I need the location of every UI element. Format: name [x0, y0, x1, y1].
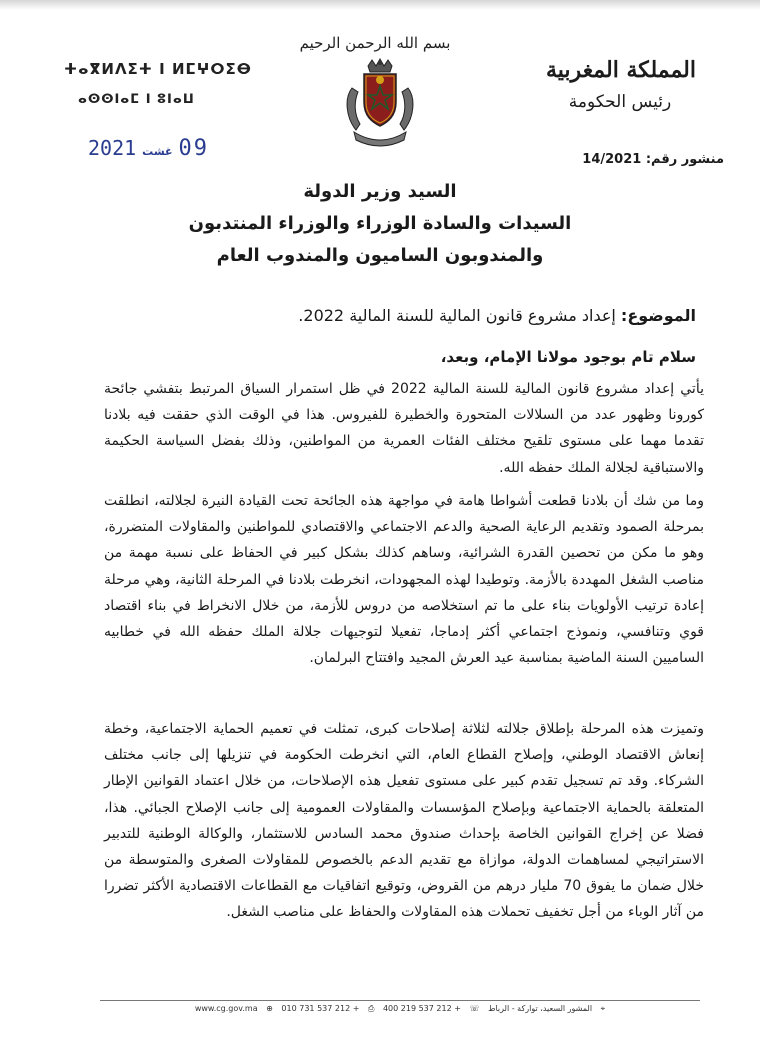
- stamp-year: 2021: [88, 136, 137, 160]
- royal-coat-of-arms-icon: [340, 58, 420, 150]
- date-stamp: [88, 136, 209, 166]
- footer-phone: + 212 537 219 400: [382, 1004, 461, 1013]
- body-paragraph: يأتي إعداد مشروع قانون المالية للسنة المالية 2022 في ظل استمرار السياق المرتبط بتفشي جائحة كورونا وظهور عدد من السلالات المتحورة والخطيرة للفيروس. هذا في الوقت الذي حققت فيه بلادنا تقدما مهما على مستوى تلقيح مختلف الفئات العمرية من المواطنين، وذلك بفضل السياسة الحكيمة والاستباقية لجلالة الملك حفظه الله.: [104, 381, 704, 476]
- location-icon: ⌖: [600, 1004, 606, 1013]
- bismillah-calligraphy: بسم الله الرحمن الرحيم: [299, 34, 451, 52]
- subject-line: [96, 306, 696, 325]
- footer-website[interactable]: www.cg.gov.ma: [194, 1004, 258, 1013]
- tifinagh-kingdom-name: ⵜⴰⴳⵍⴷⵉⵜ ⵏ ⵍⵎⵖⵔⵉⴱ: [64, 60, 252, 78]
- greeting: سلام تام بوجود مولانا الإمام، وبعد،: [440, 348, 696, 366]
- globe-icon: ⊕: [266, 1004, 273, 1013]
- footer-contact: [100, 1004, 700, 1014]
- phone-icon: ☏: [469, 1004, 480, 1013]
- footer-address: المشور السعيد، تواركة - الرباط: [488, 1004, 593, 1013]
- stamp-day: 09: [178, 136, 210, 161]
- addressee-line: والمندوبون الساميون والمندوب العام: [216, 245, 544, 266]
- footer-fax: + 212 537 731 010: [281, 1004, 360, 1013]
- fax-icon: ⎙: [367, 1004, 375, 1013]
- tifinagh-head-of-government: ⴰⵙⵙⵏⴰⵎ ⵏ ⵓⵏⴰⵡ: [78, 92, 195, 107]
- body-paragraph: وما من شك أن بلادنا قطعت أشواطا هامة في مواجهة هذه الجائحة تحت القيادة النيرة لجلالته، انطلقت بمرحلة الصمود وتقديم الرعاية الصحية والدعم الاجتماعي والاقتصادي للمواطنين والمقاولات المتضررة، وهو ما مكن من تحصين القدرة الشرائية، وساهم كذلك بشكل كبير في الحفاظ على نسبة مهمة من مناصب الشغل المهددة بالأزمة. وتوطيدا لهذه المجهودات، انخرطت بلادنا في المرحلة الثانية، وهي مرحلة إعادة ترتيب الأولويات بناء على ما تم استخلاصه من دروس للأزمة، من خلال الانخراط في بناء اقتصاد قوي وتنافسي، ونموذج اجتماعي أكثر إدماجا، تفعيلا لتوجيهات جلالة الملك حفظه الله في خطابيه الساميين السنة الماضية بمناسبة عيد العرش المجيد وافتتاح البرلمان.: [104, 493, 704, 667]
- footer-divider: [100, 1000, 700, 1001]
- publication-number: منشور رقم: 14/2021: [582, 152, 724, 167]
- kingdom-title: المملكة المغربية: [546, 57, 696, 83]
- addressee-line: السيد وزير الدولة: [303, 181, 457, 202]
- addressee-line: السيدات والسادة الوزراء والوزراء المنتدبون: [188, 213, 572, 234]
- subject-label: الموضوع:: [620, 306, 696, 325]
- scan-edge-shadow: [0, 0, 760, 10]
- stamp-month: غشت: [142, 145, 173, 158]
- body-paragraph: وتميزت هذه المرحلة بإطلاق جلالته لثلاثة إصلاحات كبرى، تمثلت في تعميم الحماية الاجتماعية، وخطة إنعاش الاقتصاد الوطني، وإصلاح القطاع العام، التي انخرطت الحكومة في تنزيلها إلى جانب مختلف الشركاء. وقد تم تسجيل تقدم كبير على مستوى تفعيل هذه الإصلاحات، من خلال اعتماد القوانين الإطار المتعلقة بالحماية الاجتماعية وبإصلاح المؤسسات والمقاولات العمومية إلى جانب الإصلاح الجبائي. هذا، فضلا عن إخراج القوانين الخاصة بإحداث صندوق محمد السادس للاستثمار، والوكالة الوطنية للتدبير الاستراتيجي لمساهمات الدولة، موازاة مع تقديم الدعم بالخصوص للمقاولات الصغرى والمتوسطة من خلال ضمان ما يفوق 70 مليار درهم من القروض، وتوقيع اتفاقيات مع القطاعات الاقتصادية الأكثر تضررا من آثار الوباء من أجل تخفيف تحملات هذه المقاولات والحفاظ على مناصب الشغل.: [104, 721, 704, 921]
- addressees-block: [150, 176, 610, 272]
- head-of-government-title: رئيس الحكومة: [568, 92, 672, 112]
- subject-text: إعداد مشروع قانون المالية للسنة المالية 2022.: [298, 306, 616, 325]
